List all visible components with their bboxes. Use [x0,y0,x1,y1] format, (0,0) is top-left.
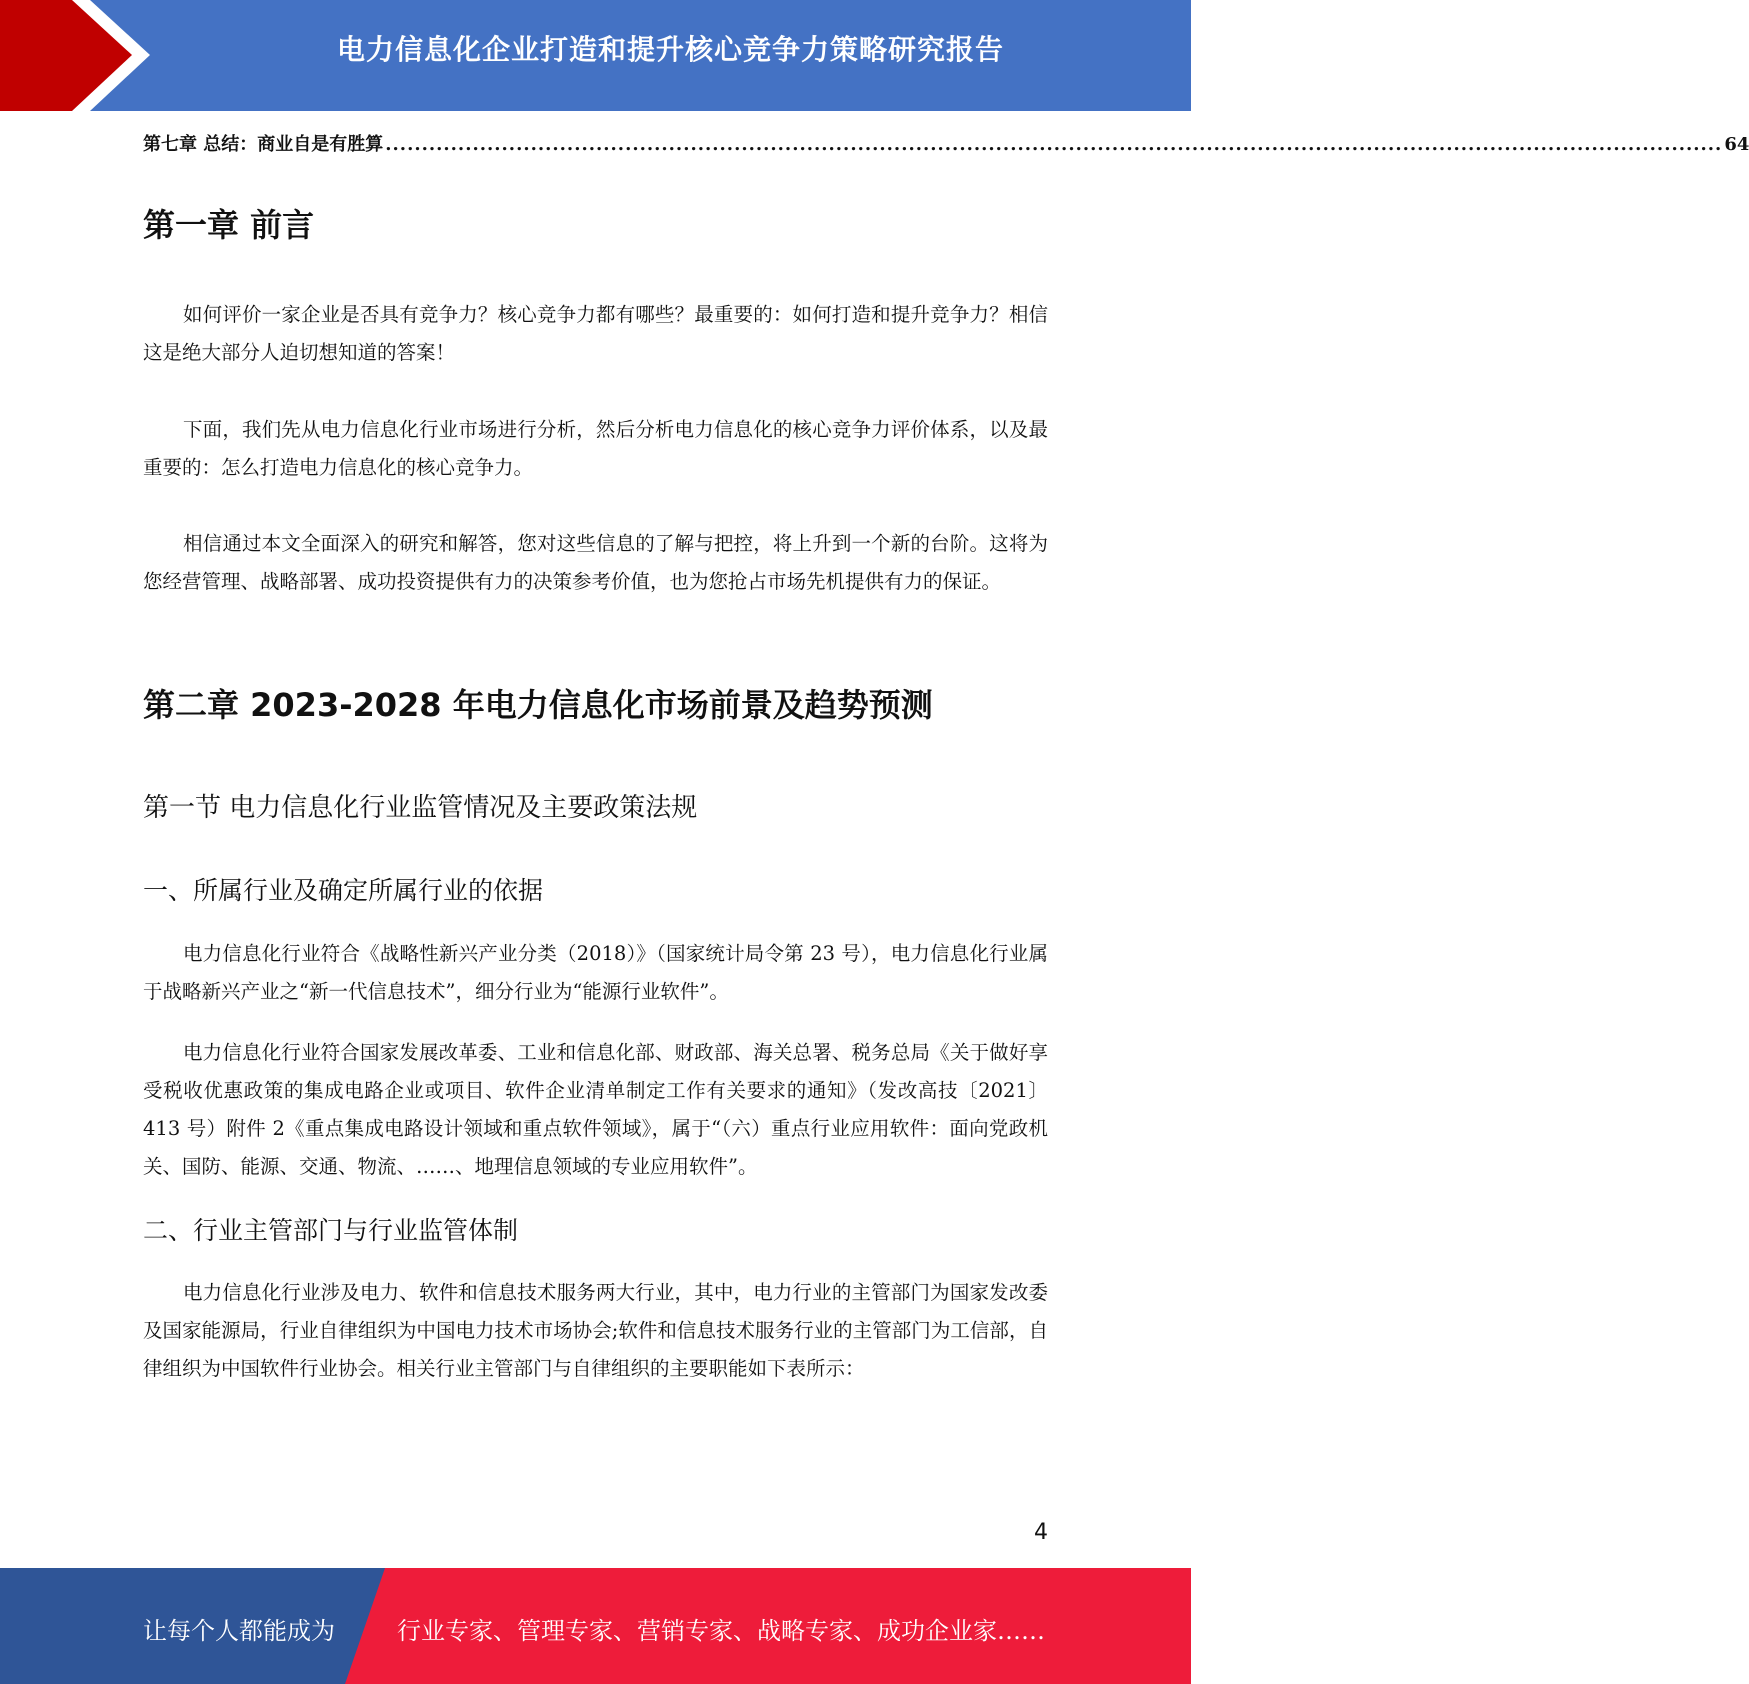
chapter-2-title: 第二章 2023-2028 年电力信息化市场前景及趋势预测 [143,686,933,724]
toc-entry-page: 64 [1724,134,1749,155]
subsection-2-title: 二、行业主管部门与行业监管体制 [143,1216,519,1245]
report-title: 电力信息化企业打造和提升核心竞争力策略研究报告 [336,33,1004,66]
page-number: 4 [1034,1520,1048,1545]
section-1-title: 第一节 电力信息化行业监管情况及主要政策法规 [143,793,698,823]
page-footer [0,1568,1191,1684]
toc-leader-dots: ........................................................................................................................................................................................ [385,134,1723,155]
page-header [0,0,1191,111]
chapter-1-paragraph-2: 下面，我们先从电力信息化行业市场进行分析，然后分析电力信息化的核心竞争力评价体系，以及最重要的：怎么打造电力信息化的核心竞争力。 [143,418,1048,479]
toc-entry[interactable] [143,130,1749,160]
subsection-2-paragraph-1: 电力信息化行业涉及电力、软件和信息技术服务两大行业，其中，电力行业的主管部门为国家发改委及国家能源局，行业自律组织为中国电力技术市场协会;软件和信息技术服务行业的主管部门为工信部，自律组织为中国软件行业协会。相关行业主管部门与自律组织的主要职能如下表所示： [143,1281,1048,1380]
chapter-1-paragraph-3: 相信通过本文全面深入的研究和解答，您对这些信息的了解与把控，将上升到一个新的台阶。这将为您经营管理、战略部署、成功投资提供有力的决策参考价值，也为您抢占市场先机提供有力的保证。 [143,532,1048,593]
chevron-arrow-icon [0,0,150,111]
toc-entry-label: 第七章 总结：商业自是有胜算 [143,134,384,155]
subsection-1-paragraph-2: 电力信息化行业符合国家发展改革委、工业和信息化部、财政部、海关总署、税务总局《关于做好享受税收优惠政策的集成电路企业或项目、软件企业清单制定工作有关要求的通知》（发改高技〔2021〕413 号）附件 2《重点集成电路设计领域和重点软件领域》，属于“（六）重点行业应用软件：面向党政机关、国防、能源、交通、物流、……、地理信息领域的专业应用软件”。 [143,1041,1048,1178]
chapter-1-title: 第一章 前言 [143,206,315,244]
subsection-1-paragraph-1: 电力信息化行业符合《战略性新兴产业分类（2018）》（国家统计局令第 23 号），电力信息化行业属于战略新兴产业之“新一代信息技术”，细分行业为“能源行业软件”。 [143,942,1048,1003]
subsection-1-title: 一、所属行业及确定所属行业的依据 [143,876,544,905]
footer-slogan-right: 行业专家、管理专家、营销专家、战略专家、成功企业家…… [397,1617,1045,1645]
footer-slogan-left: 让每个人都能成为 [143,1617,335,1645]
chapter-1-paragraph-1: 如何评价一家企业是否具有竞争力？核心竞争力都有哪些？最重要的：如何打造和提升竞争力？相信这是绝大部分人迫切想知道的答案！ [143,303,1048,364]
